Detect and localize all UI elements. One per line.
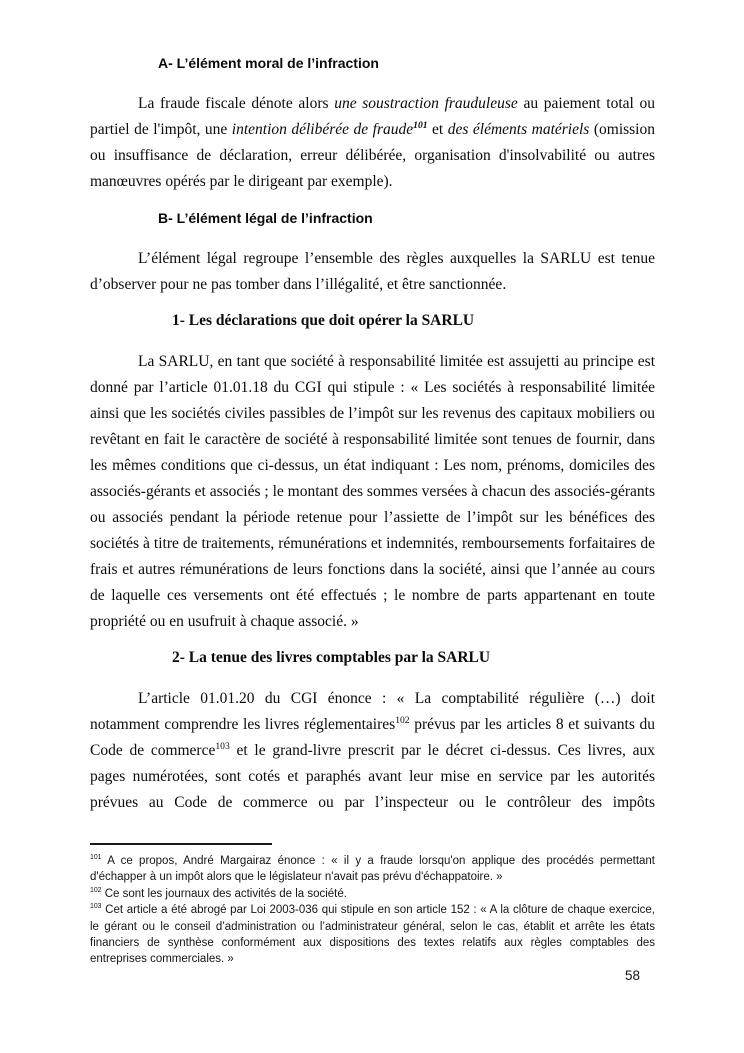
paragraph-declarations-cgi: La SARLU, en tant que société à responsabilité limitée est assujetti au principe est donné par l’article 01.01.18 du CGI qui stipule : « Les sociétés à responsabilité limitée ainsi que les sociétés civiles passibles de l’impôt sur les revenus des capitaux mobiliers ou revêtant en fait le caractère de société à responsabilité limitée sont tenues de fournir, dans les mêmes conditions que ci-dessus, un état indiquant : Les nom, prénoms, domiciles des associés-gérants et associés ; le montant des sommes versées à chacun des associés-gérants ou associés pendant la période retenue pour l’assiette de l’impôt sur les bénéfices des sociétés à titre de traitements, rémunérations et indemnités, remboursements forfaitaires de frais et autres rémunérations de leurs fonctions dans la société, ainsi que l’année au cours de laquelle ces versements ont été effectués ; le nombre de parts appartenant en toute propriété ou en usufruit à chaque associé. » [90,353,655,630]
footnote-102-text: Ce sont les journaux des activités de la société. [104,887,347,900]
footnote-103 [90,902,655,968]
page-body [90,0,655,968]
footnote-103-number: 103 [90,903,102,911]
footnote-separator-rule [90,843,272,845]
paragraph-element-legal: L’élément légal regroupe l’ensemble des règles auxquelles la SARLU est tenue d’observer pour ne pas tomber dans l’illégalité, et être sanctionnée. [90,250,655,293]
footnotes-section [90,843,655,968]
paragraph-livres-comptables: L’article 01.01.20 du CGI énonce : « La comptabilité régulière (…) doit notamment comprendre les livres réglementaires$^{102}$ prévus par les articles 8 et suivants du Code de commerce$^{103}$ et le grand-livre prescrit par le décret ci-dessus. Ces livres, aux pages numérotées, sont cotés et paraphés avant leur mise en service par les autorités prévues au Code de commerce ou par l’inspecteur ou le contrôleur des impôts [90,690,655,811]
footnote-103-text: Cet article a été abrogé par Loi 2003-036 qui stipule en son article 152 : « A la clôture de chaque exercice, le gérant ou le conseil d’administration ou l’administrateur général, selon le cas, établit et arrête les états financiers de synthèse conformément aux dispositions des textes relatifs aux règles comptables des entreprises commerciales. » [90,904,655,966]
heading-a-element-moral: A- L’élément moral de l’infraction [158,55,379,71]
heading-2-livres-comptables: 2- La tenue des livres comptables par la SARLU [172,649,491,666]
footnote-101-text: A ce propos, André Margairaz énonce : « il y a fraude lorsqu'on applique des procédés permettant d'échapper à un impôt alors que le législateur n'avait pas prévu d'échappatoire. » [90,855,656,884]
footnote-101-number: 101 [90,854,102,862]
heading-1-declarations-sarlu: 1- Les déclarations que doit opérer la SARLU [172,312,475,329]
footnote-101 [90,853,655,886]
page-number: 58 [624,968,640,983]
heading-b-element-legal: B- L’élément légal de l’infraction [158,210,373,226]
footnote-102-number: 102 [90,886,102,894]
footnote-102 [90,886,655,902]
paragraph-fraude-fiscale: La fraude fiscale dénote alors une soustraction frauduleuse au paiement total ou partiel de l'impôt, une intention délibérée de fraude$^{101}$ et des éléments matériels (omission ou insuffisance de déclaration, erreur délibérée, organisation d'insolvabilité ou autres manœuvres opérés par le dirigeant par exemple). [90,95,655,190]
